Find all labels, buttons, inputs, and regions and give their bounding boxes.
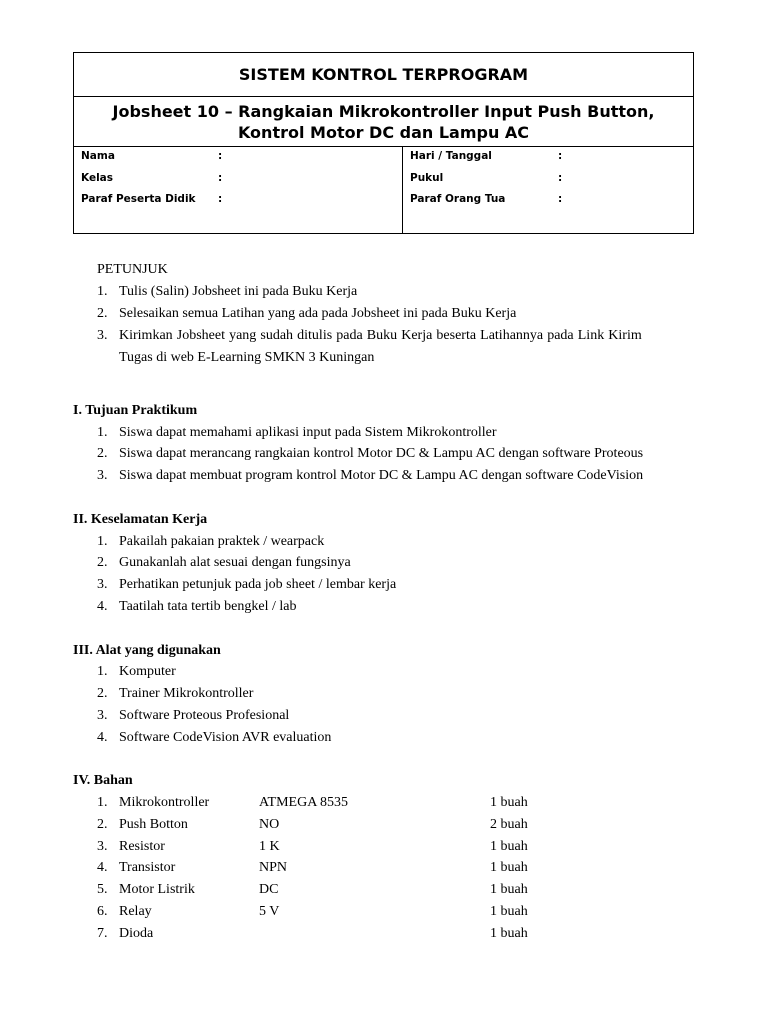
list-item: Siswa dapat membuat program kontrol Motor DC & Lampu AC dengan software CodeVision bbox=[119, 468, 644, 483]
list-number: 4. bbox=[97, 599, 108, 614]
field-label-nama: Nama bbox=[81, 150, 115, 162]
list-number: 3. bbox=[97, 839, 108, 854]
list-item: Software Proteous Profesional bbox=[119, 708, 290, 723]
material-qty: 1 buah bbox=[490, 860, 528, 875]
list-number: 2. bbox=[97, 686, 108, 701]
list-item: Taatilah tata tertib bengkel / lab bbox=[119, 599, 297, 614]
list-item: Selesaikan semua Latihan yang ada pada Jobsheet ini pada Buku Kerja bbox=[119, 306, 517, 321]
list-item: Pakailah pakaian praktek / wearpack bbox=[119, 534, 325, 549]
list-number: 4. bbox=[97, 860, 108, 875]
field-label-paraf-orang-tua: Paraf Orang Tua bbox=[410, 193, 506, 205]
column-divider bbox=[402, 147, 403, 233]
field-label-kelas: Kelas bbox=[81, 172, 114, 184]
list-number: 1. bbox=[97, 534, 108, 549]
list-number: 5. bbox=[97, 882, 108, 897]
material-qty: 1 buah bbox=[490, 904, 528, 919]
list-number: 3. bbox=[97, 328, 108, 343]
material-name: Relay bbox=[119, 904, 152, 919]
list-number: 3. bbox=[97, 708, 108, 723]
list-number: 2. bbox=[97, 555, 108, 570]
material-name: Push Botton bbox=[119, 817, 188, 832]
material-name: Motor Listrik bbox=[119, 882, 195, 897]
material-spec: NPN bbox=[259, 860, 288, 875]
list-number: 7. bbox=[97, 926, 108, 941]
section-heading: I. Tujuan Praktikum bbox=[73, 403, 198, 418]
list-item-continuation: Tugas di web E-Learning SMKN 3 Kuningan bbox=[119, 350, 375, 365]
field-colon: : bbox=[218, 193, 223, 205]
field-label-hari-tanggal: Hari / Tanggal bbox=[410, 150, 492, 162]
material-qty: 1 buah bbox=[490, 882, 528, 897]
material-qty: 1 buah bbox=[490, 926, 528, 941]
material-name: Resistor bbox=[119, 839, 165, 854]
list-number: 6. bbox=[97, 904, 108, 919]
list-item: Trainer Mikrokontroller bbox=[119, 686, 254, 701]
material-spec: DC bbox=[259, 882, 279, 897]
list-number: 2. bbox=[97, 817, 108, 832]
list-number: 3. bbox=[97, 468, 108, 483]
subtitle-row bbox=[74, 97, 693, 147]
list-number: 2. bbox=[97, 446, 108, 461]
field-colon: : bbox=[558, 193, 563, 205]
section-heading: II. Keselamatan Kerja bbox=[73, 512, 208, 527]
material-spec: ATMEGA 8535 bbox=[259, 795, 349, 810]
petunjuk-heading: PETUNJUK bbox=[97, 262, 168, 277]
list-item: Perhatikan petunjuk pada job sheet / lembar kerja bbox=[119, 577, 397, 592]
list-number: 2. bbox=[97, 306, 108, 321]
list-item: Software CodeVision AVR evaluation bbox=[119, 730, 332, 745]
list-item: Gunakanlah alat sesuai dengan fungsinya bbox=[119, 555, 351, 570]
list-item: Tulis (Salin) Jobsheet ini pada Buku Kerja bbox=[119, 284, 358, 299]
list-item: Komputer bbox=[119, 664, 176, 679]
list-number: 3. bbox=[97, 577, 108, 592]
material-name: Mikrokontroller bbox=[119, 795, 210, 810]
material-name: Dioda bbox=[119, 926, 154, 941]
material-spec: NO bbox=[259, 817, 280, 832]
list-number: 1. bbox=[97, 284, 108, 299]
list-item: Siswa dapat merancang rangkaian kontrol Motor DC & Lampu AC dengan software Proteous bbox=[119, 446, 644, 461]
field-colon: : bbox=[218, 150, 223, 162]
field-colon: : bbox=[218, 172, 223, 184]
list-item: Kirimkan Jobsheet yang sudah ditulis pada Buku Kerja beserta Latihannya pada Link Kirim bbox=[119, 328, 642, 343]
list-number: 1. bbox=[97, 425, 108, 440]
field-label-paraf-peserta: Paraf Peserta Didik bbox=[81, 193, 196, 205]
list-number: 1. bbox=[97, 664, 108, 679]
jobsheet-title-line1: Jobsheet 10 – Rangkaian Mikrokontroller Input Push Button, bbox=[112, 102, 655, 121]
material-qty: 1 buah bbox=[490, 795, 528, 810]
section-heading: IV. Bahan bbox=[73, 773, 133, 788]
list-item: Siswa dapat memahami aplikasi input pada Sistem Mikrokontroller bbox=[119, 425, 497, 440]
title-row bbox=[74, 53, 693, 97]
field-colon: : bbox=[558, 150, 563, 162]
material-spec: 1 K bbox=[259, 839, 280, 854]
material-name: Transistor bbox=[119, 860, 176, 875]
field-label-pukul: Pukul bbox=[410, 172, 444, 184]
material-spec: 5 V bbox=[259, 904, 280, 919]
document-title: SISTEM KONTROL TERPROGRAM bbox=[238, 65, 529, 84]
field-colon: : bbox=[558, 172, 563, 184]
list-number: 1. bbox=[97, 795, 108, 810]
jobsheet-title-line2: Kontrol Motor DC dan Lampu AC bbox=[237, 123, 530, 142]
material-qty: 2 buah bbox=[490, 817, 528, 832]
list-number: 4. bbox=[97, 730, 108, 745]
material-qty: 1 buah bbox=[490, 839, 528, 854]
header-table bbox=[73, 52, 694, 234]
identity-fields bbox=[74, 147, 693, 233]
section-heading: III. Alat yang digunakan bbox=[73, 643, 221, 658]
